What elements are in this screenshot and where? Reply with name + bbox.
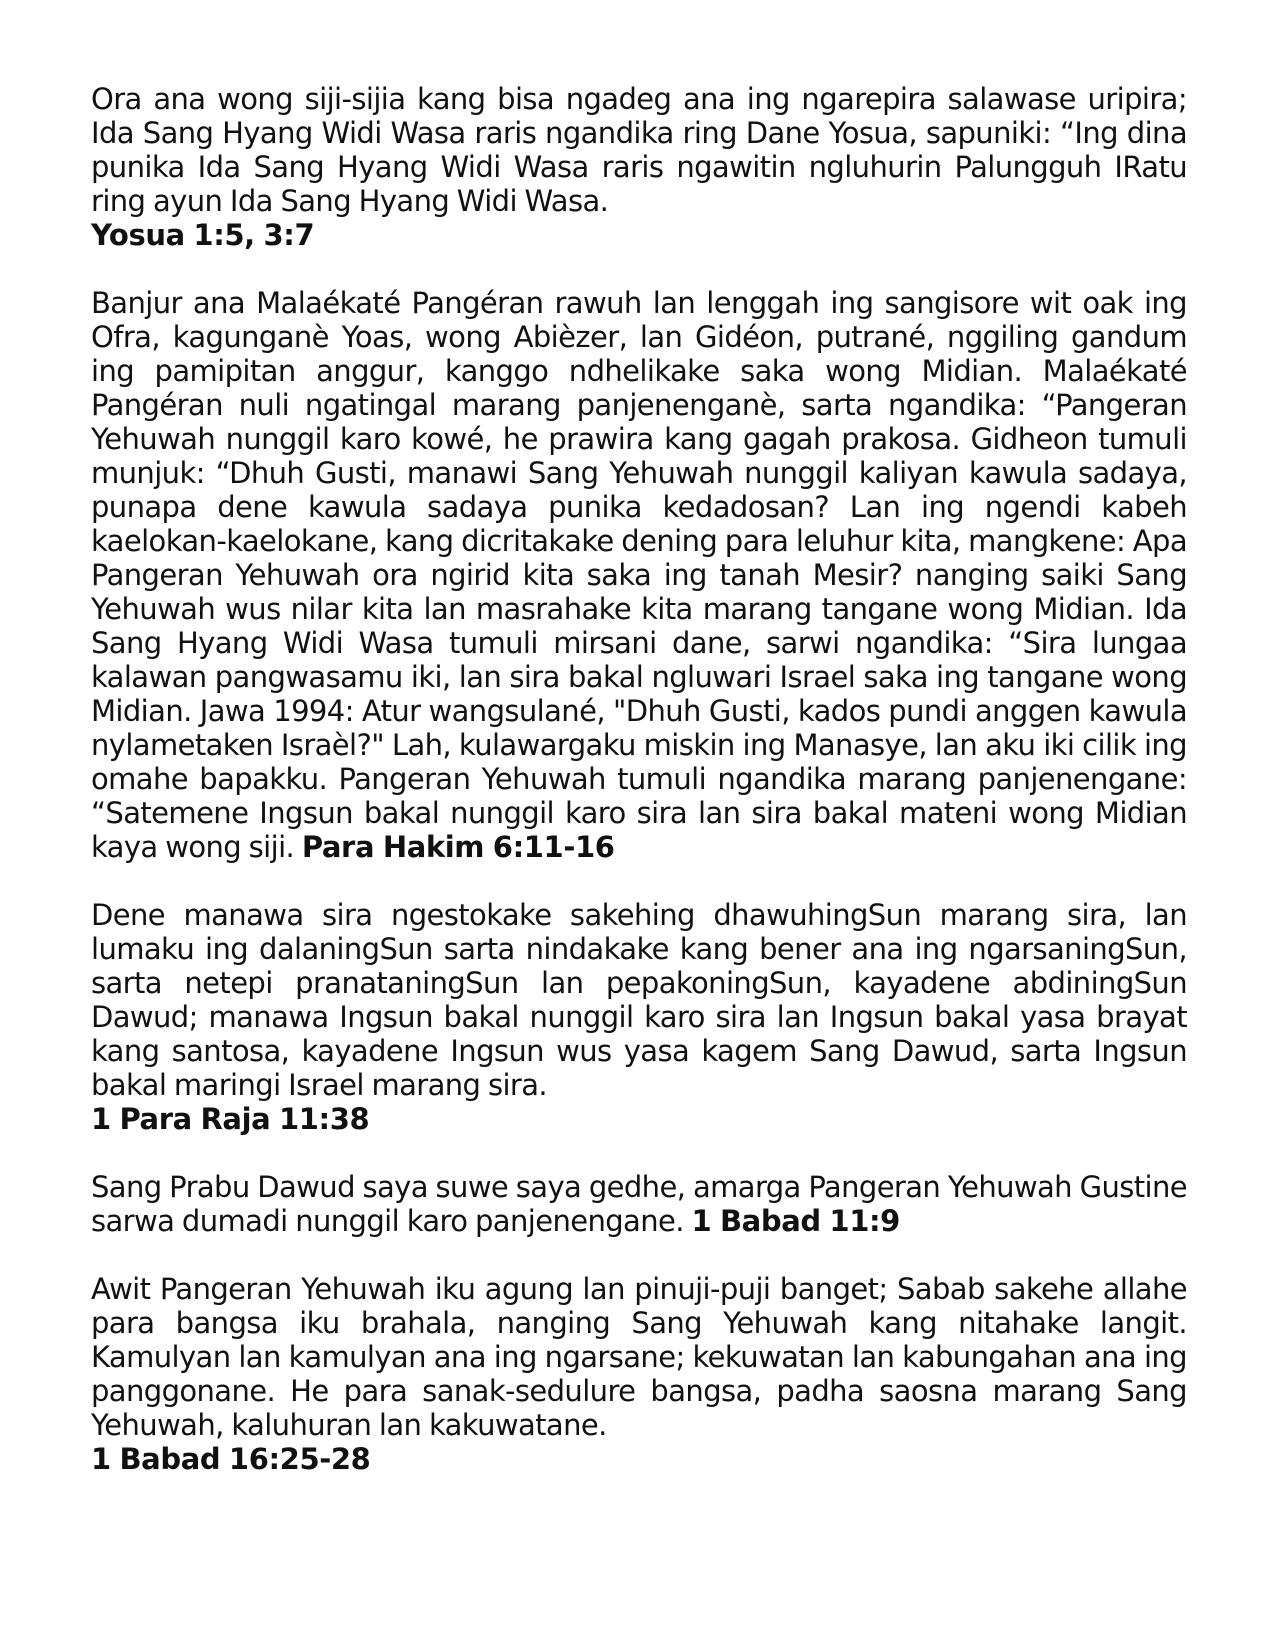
verse-reference: 1 Babad 16:25-28 <box>91 1442 371 1476</box>
verse-reference: Yosua 1:5, 3:7 <box>91 218 315 252</box>
document-page <box>91 82 1187 1510</box>
passage-text: Sang Prabu Dawud saya suwe saya gedhe, amarga Pangeran Yehuwah Gustine sarwa dumadi nunggil karo panjenengane. <box>91 1170 1187 1238</box>
verse-reference: Para Hakim 6:11-16 <box>301 830 615 864</box>
passage-para-hakim <box>91 286 1187 864</box>
passage-text: Banjur ana Malaékaté Pangéran rawuh lan lenggah ing sangisore wit oak ing Ofra, kagunganѐ Yoas, wong Abièzer, lan Gidéon, putrané, nggiling gandum ing pamipitan anggur, kanggo ndhelikake saka wong Midian. Malaékaté Pangéran nuli ngatingal marang panjenenganѐ, sarta ngandika: “Pangeran Yehuwah nunggil karo kowé, he prawira kang gagah prakosa. Gidheon tumuli munjuk: “Dhuh Gusti, manawi Sang Yehuwah nunggil kaliyan kawula sadaya, punapa dene kawula sadaya punika kedadosan? Lan ing ngendi kabeh kaelokan-kaelokane, kang dicritakake dening para leluhur kita, mangkene: Apa Pangeran Yehuwah ora ngirid kita saka ing tanah Mesir? nanging saiki Sang Yehuwah wus nilar kita lan masrahake kita marang tangane wong Midian. Ida Sang Hyang Widi Wasa tumuli mirsani dane, sarwi ngandika: “Sira lungaa kalawan pangwasamu iki, lan sira bakal ngluwari Israel saka ing tangane wong Midian. Jawa 1994: Atur wangsulané, "Dhuh Gusti, kados pundi anggen kawula nylametaken Israѐl?" Lah, kulawargaku miskin ing Manasye, lan aku iki cilik ing omahe bapakku. Pangeran Yehuwah tumuli ngandika marang panjenengane: “Satemene Ingsun bakal nunggil karo sira lan sira bakal mateni wong Midian kaya wong siji. <box>91 286 1187 864</box>
verse-reference: 1 Babad 11:9 <box>691 1204 900 1238</box>
passage-babad-11 <box>91 1170 1187 1238</box>
passage-text: Awit Pangeran Yehuwah iku agung lan pinuji-puji banget; Sabab sakehe allahe para bangsa iku brahala, nanging Sang Yehuwah kang nitahake langit. Kamulyan lan kamulyan ana ing ngarsane; kekuwatan lan kabungahan ana ing panggonane. He para sanak-sedulure bangsa, padha saosna marang Sang Yehuwah, kaluhuran lan kakuwatane. <box>91 1272 1187 1442</box>
passage-text: Ora ana wong siji-sijia kang bisa ngadeg ana ing ngarepira salawase uripira; Ida Sang Hyang Widi Wasa raris ngandika ring Dane Yosua, sapuniki: “Ing dina punika Ida Sang Hyang Widi Wasa raris ngawitin ngluhurin Palungguh IRatu ring ayun Ida Sang Hyang Widi Wasa. <box>91 82 1187 218</box>
passage-yosua <box>91 82 1187 252</box>
passage-babad-16 <box>91 1272 1187 1476</box>
verse-reference: 1 Para Raja 11:38 <box>91 1102 370 1136</box>
passage-text: Dene manawa sira ngestokake sakehing dhawuhingSun marang sira, lan lumaku ing dalaningSun sarta nindakake kang bener ana ing ngarsaningSun, sarta netepi pranataningSun lan pepakoningSun, kayadene abdiningSun Dawud; manawa Ingsun bakal nunggil karo sira lan Ingsun bakal yasa brayat kang santosa, kayadene Ingsun wus yasa kagem Sang Dawud, sarta Ingsun bakal maringi Israel marang sira. <box>91 898 1187 1102</box>
passage-para-raja <box>91 898 1187 1136</box>
